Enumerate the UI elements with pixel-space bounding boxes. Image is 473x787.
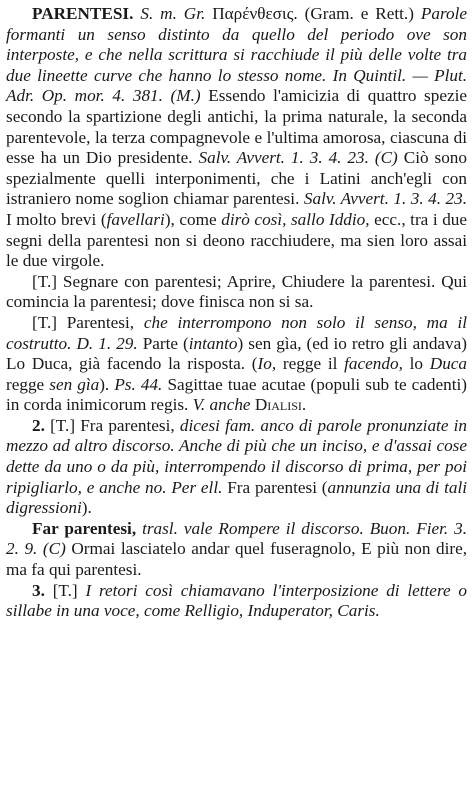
term: Far parentesi,: [32, 518, 137, 538]
example-italic: favellari: [106, 209, 165, 229]
subsense-3: [6, 416, 467, 519]
example-text: ) sen gìa, (ed io retro gli andava) Lo Duca, già facendo la risposta. (: [6, 333, 467, 374]
example-text: lo: [409, 354, 424, 374]
section-mark: [T.]: [50, 415, 76, 435]
greek-etymon: Παρένθεσις.: [212, 4, 298, 23]
citation: Salv. Avvert. 1. 3. 4. 23.: [303, 189, 468, 209]
entry-main: [6, 4, 467, 272]
example-italic: facendo,: [344, 354, 403, 374]
citation: D. 1. 29.: [76, 333, 138, 353]
grammar-label: S. m. Gr.: [140, 4, 206, 23]
citation: Salv. Avvert. 1. 3. 4. 23. (C): [198, 148, 398, 168]
example-text: ).: [99, 374, 110, 394]
example-italic: dirò così, sallo Iddio,: [221, 209, 370, 229]
domain-label: (Gram. e Rett.): [304, 4, 414, 23]
gloss: trasl. vale Rompere il discorso.: [142, 518, 364, 538]
sense-number: 2.: [32, 415, 45, 435]
sense-number: 3.: [32, 580, 45, 600]
example-text: regge il: [282, 354, 338, 374]
example-text: ecc., tra i due segni della parentesi non si deono racchiudere, ma sien loro assai le due virgole.: [6, 209, 468, 271]
example-text: regge: [6, 374, 45, 394]
example-italic: intanto: [188, 333, 238, 353]
headword: PARENTESI.: [32, 4, 134, 23]
gloss: I retori così chiamavano l'interposizione di lettere o sillabe in una voce, come Relligio, Induperator,: [6, 580, 468, 621]
citation: Ps. 44.: [114, 374, 163, 394]
example-italic: Caris.: [337, 601, 380, 621]
term: Parentesi,: [66, 312, 135, 332]
example-italic: Io,: [257, 354, 277, 374]
gloss: che interrompono non solo il senso, ma il costrutto.: [6, 312, 468, 353]
gloss: dicesi fam. anco di parole pronunziate in mezzo ad altro discorso. Anche di più che un inciso, e d'assai cose dette da uno o da più, interrompendo il discorso di prima, per poi ripigliarlo, e anche no.: [6, 415, 467, 497]
subsense-2: [6, 313, 467, 416]
subsense-1: [6, 272, 467, 313]
cross-ref-label: V. anche: [192, 395, 251, 415]
subsense-5: [6, 581, 467, 622]
example-text: ), come: [164, 209, 217, 229]
definition: Parole formanti un senso distinto da quello del periodo ove son interposte, e che nella scrittura si racchiude il più delle volte tra due lineette curve che hanno lo stesso nome.: [6, 4, 468, 85]
example-italic: annunzia una di tali digressioni: [6, 477, 468, 518]
subsense-text: Segnare con parentesi; Aprire, Chiudere la parentesi. Qui comincia la parentesi; dove finisca non si sa.: [6, 271, 467, 312]
example-text: Ciò sono spezialmente quelli interponimenti, che i Latini anch'egli con istraniero nome soglion chiamar parentesi.: [6, 148, 467, 209]
term: Fra parentesi,: [80, 415, 175, 435]
example-text: ).: [81, 498, 92, 518]
example-text: I molto brevi (: [6, 209, 107, 229]
example-text: Parte (: [142, 333, 189, 353]
example-italic: Duca: [429, 354, 468, 374]
example-text: Fra parentesi (: [227, 477, 328, 497]
cross-ref-term: Dialisi.: [254, 395, 307, 415]
section-mark: [T.]: [32, 271, 57, 291]
citation: Per ell.: [171, 477, 223, 497]
example-text: Essendo l'amicizia di quattro spezie secondo la spartizione degli antichi, la prima naturale, la seconda parentevole, la terza compagnevole e l'ultima amorosa, ciascuna di esse ha un Dio presidente.: [6, 86, 467, 168]
section-mark: [T.]: [32, 312, 57, 332]
section-mark: [T.]: [52, 580, 78, 600]
example-text: Ormai lasciatelo andar quel fuseragnolo, E più non dire, ma fa qui parentesi.: [6, 539, 468, 580]
subsense-4: [6, 519, 467, 581]
citation: In Quintil. — Plut. Adr. Op. mor. 4. 381. (M.): [6, 65, 468, 106]
citation: Buon. Fier. 3. 2. 9. (C): [6, 518, 468, 559]
example-italic: sen gìa: [49, 374, 100, 394]
example-text: Sagittae tuae acutae (populi sub te cadenti) in corda inimicorum regis.: [6, 374, 468, 415]
